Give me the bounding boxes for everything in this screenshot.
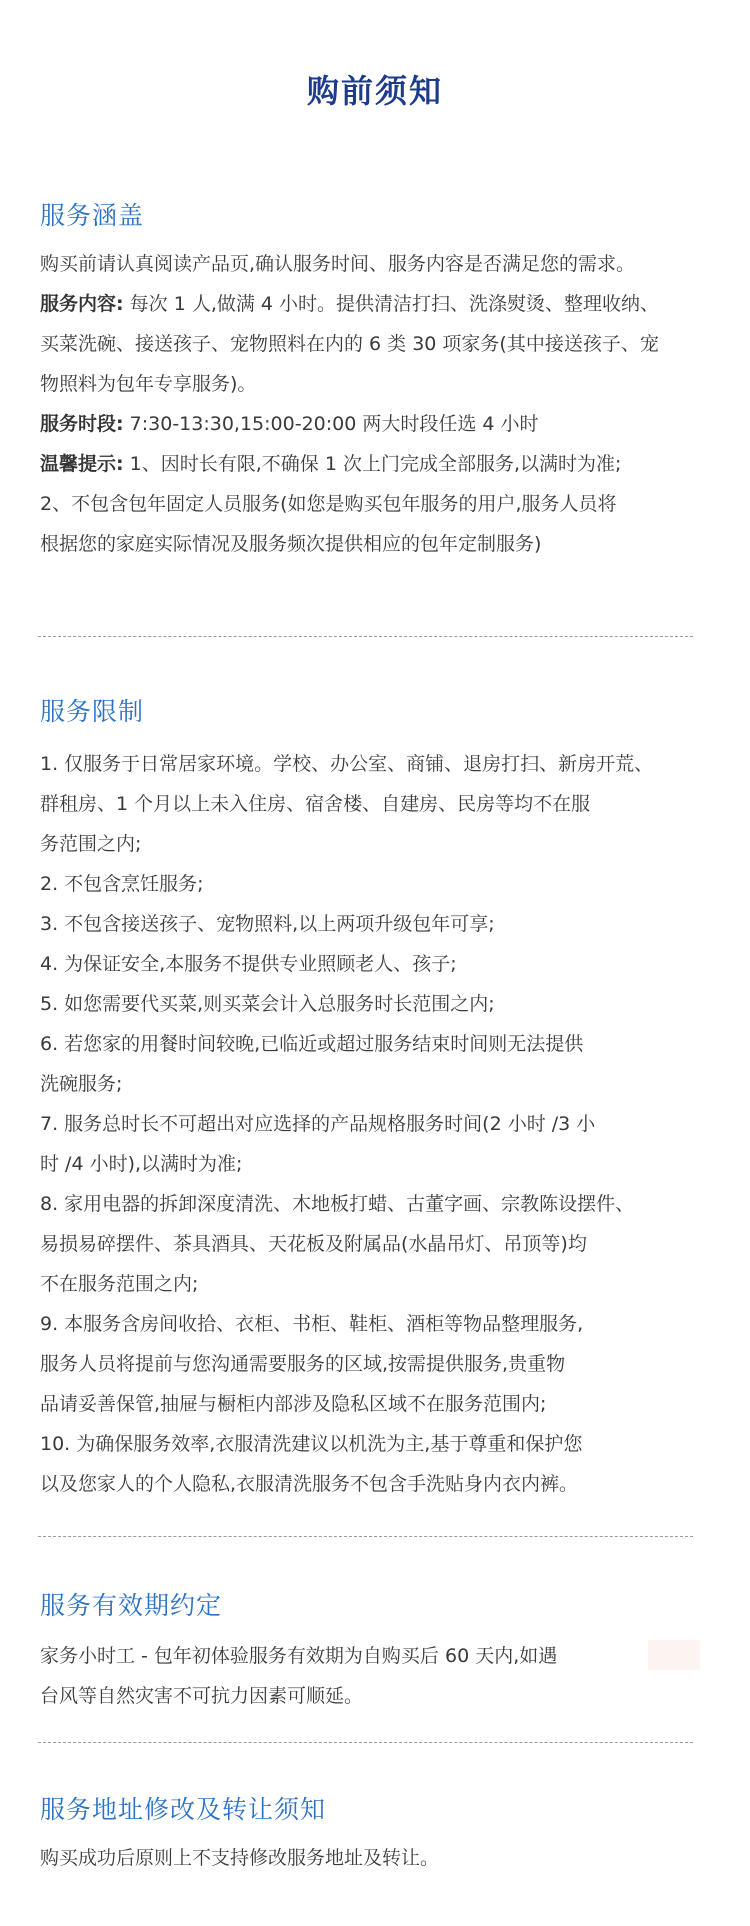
tip-text-line: 根据您的家庭实际情况及服务频次提供相应的包年定制服务) (40, 533, 542, 555)
tip-label: 温馨提示: (40, 453, 124, 475)
address-text: 购买成功后原则上不支持修改服务地址及转让。 (40, 1847, 440, 1869)
time-label: 服务时段: (40, 413, 124, 435)
limits-line: 服务人员将提前与您沟通需要服务的区域,按需提供服务,贵重物 (40, 1353, 566, 1375)
limits-line: 以及您家人的个人隐私,衣服清洗服务不包含手洗贴身内衣内裤。 (40, 1473, 579, 1495)
limits-line: 1. 仅服务于日常居家环境。学校、办公室、商铺、退房打扫、新房开荒、 (40, 753, 654, 775)
content-text: 每次 1 人,做满 4 小时。提供清洁打扫、洗涤熨烫、整理收纳、 (129, 293, 660, 315)
coverage-intro: 购买前请认真阅读产品页,确认服务时间、服务内容是否满足您的需求。 (40, 253, 636, 275)
limits-line: 时 /4 小时),以满时为准; (40, 1153, 243, 1175)
limits-line: 务范围之内; (40, 833, 142, 855)
address-body (40, 1838, 712, 1878)
content-text-line: 买菜洗碗、接送孩子、宠物照料在内的 6 类 30 项家务(其中接送孩子、宠 (40, 333, 659, 355)
limits-line: 易损易碎摆件、茶具酒具、天花板及附属品(水晶吊灯、吊顶等)均 (40, 1233, 587, 1255)
section-title-validity: 服务有效期约定 (40, 1591, 223, 1620)
content-label: 服务内容: (40, 293, 124, 315)
dashed-divider (38, 636, 693, 637)
limits-line: 5. 如您需要代买菜,则买菜会计入总服务时长范围之内; (40, 993, 495, 1015)
limits-line: 品请妥善保管,抽屉与橱柜内部涉及隐私区域不在服务范围内; (40, 1393, 547, 1415)
page-title: 购前须知 (306, 72, 443, 110)
service-time-line (40, 404, 712, 444)
coverage-content-line (40, 284, 712, 324)
limits-line: 10. 为确保服务效率,衣服清洗建议以机洗为主,基于尊重和保护您 (40, 1433, 583, 1455)
limits-line: 3. 不包含接送孩子、宠物照料,以上两项升级包年可享; (40, 913, 495, 935)
limits-line: 9. 本服务含房间收拾、衣柜、书柜、鞋柜、酒柜等物品整理服务, (40, 1313, 584, 1335)
section-title-limits: 服务限制 (40, 697, 145, 726)
section-title-coverage: 服务涵盖 (40, 201, 145, 230)
content-text-line: 物照料为包年专享服务)。 (40, 373, 257, 395)
tip-text: 1、因时长有限,不确保 1 次上门完成全部服务,以满时为准; (129, 453, 622, 475)
validity-line: 家务小时工 - 包年初体验服务有效期为自购买后 60 天内,如遇 (40, 1645, 558, 1667)
dashed-divider (38, 1536, 693, 1537)
tip-text-line: 2、不包含包年固定人员服务(如您是购买包年服务的用户,服务人员将 (40, 493, 617, 515)
validity-line: 台风等自然灾害不可抗力因素可顺延。 (40, 1685, 364, 1707)
limits-line: 4. 为保证安全,本服务不提供专业照顾老人、孩子; (40, 953, 457, 975)
limits-line: 不在服务范围之内; (40, 1273, 199, 1295)
limits-line: 8. 家用电器的拆卸深度清洗、木地板打蜡、古董字画、宗教陈设摆件、 (40, 1193, 635, 1215)
dashed-divider (38, 1742, 693, 1743)
limits-line: 7. 服务总时长不可超出对应选择的产品规格服务时间(2 小时 /3 小 (40, 1113, 596, 1135)
limits-body (40, 744, 712, 1504)
limits-line: 群租房、1 个月以上未入住房、宿舍楼、自建房、民房等均不在服 (40, 793, 591, 815)
tip-line (40, 444, 712, 484)
limits-line: 6. 若您家的用餐时间较晚,已临近或超过服务结束时间则无法提供 (40, 1033, 584, 1055)
section-title-address: 服务地址修改及转让须知 (40, 1795, 327, 1824)
time-text: 7:30-13:30,15:00-20:00 两大时段任选 4 小时 (129, 413, 539, 435)
validity-body (40, 1636, 712, 1716)
limits-line: 2. 不包含烹饪服务; (40, 873, 204, 895)
limits-line: 洗碗服务; (40, 1073, 123, 1095)
coverage-body (40, 244, 712, 564)
